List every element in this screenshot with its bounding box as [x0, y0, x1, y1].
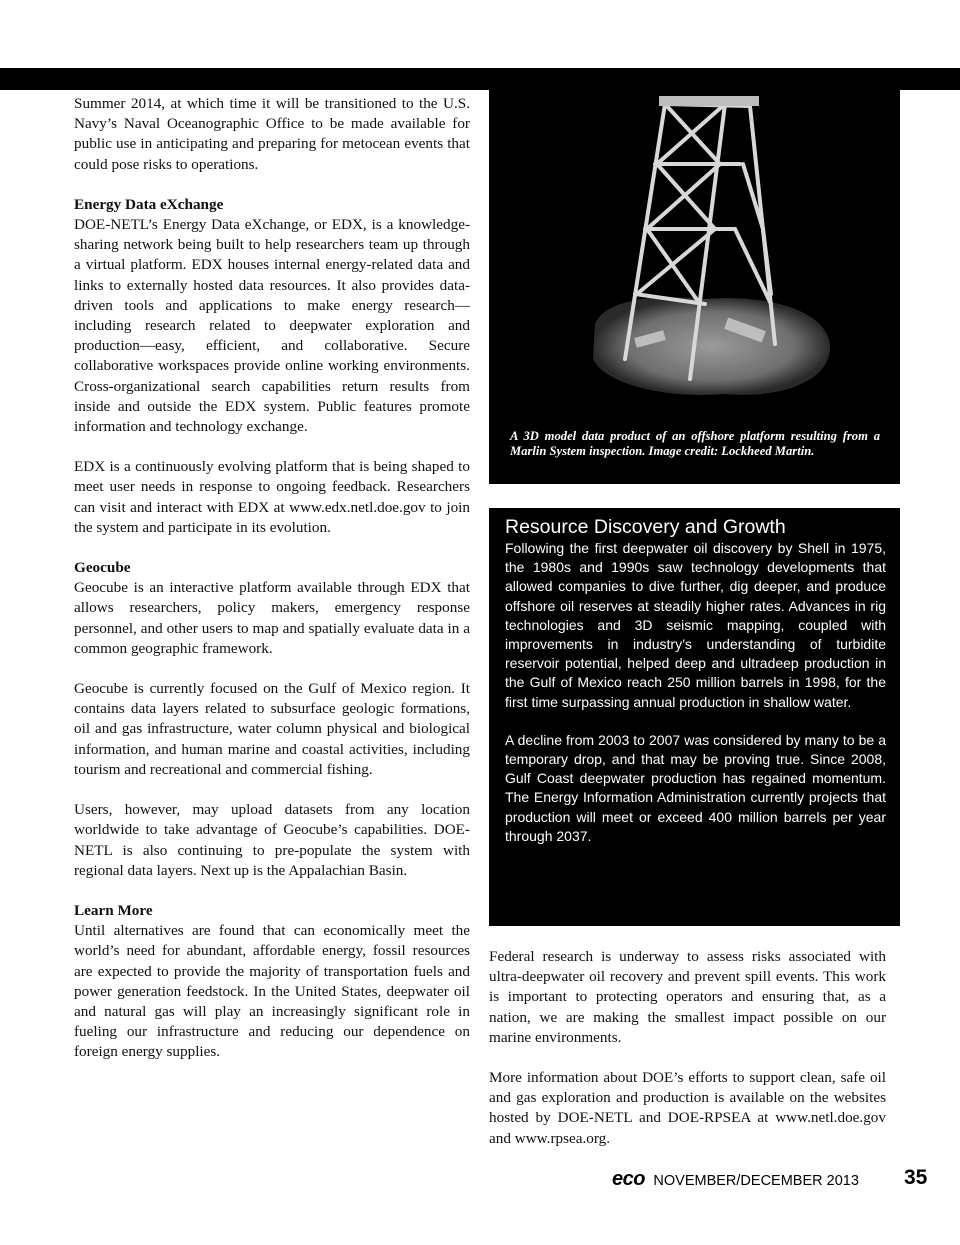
offshore-platform-3d-image: [575, 94, 835, 424]
left-column: [74, 94, 470, 1063]
right-paragraph-1: Federal research is underway to assess risks associated with ultra-deepwater oil recovery and prevent spill events. This work is important to protecting operators and ensuring that, as a nation, we are making the smallest impact possible on our marine environments.: [489, 948, 886, 1046]
geocube-paragraph-3: Users, however, may upload datasets from any location worldwide to take advantage of Geocube’s capabilities. DOE-NETL is also continuing to pre-populate the system with regional data layers. Next up is the Appalachian Basin.: [74, 801, 470, 879]
page-footer: [612, 1168, 859, 1192]
sidebar-title: Resource Discovery and Growth: [505, 516, 786, 538]
geocube-heading: Geocube: [74, 559, 131, 577]
learn-more-heading: Learn More: [74, 901, 153, 919]
page-number: 35: [904, 1166, 928, 1189]
right-column: [489, 947, 886, 1149]
platform-figure: [489, 86, 900, 484]
learn-more-paragraph: Until alternatives are found that can economically meet the world’s need for abundant, affordable energy, fossil resources are expected to provide the majority of transportation fuels and power generation feedstock. In the United States, deepwater oil and natural gas will play an increasingly significant role in fueling our infrastructure and reducing our dependence on foreign energy supplies.: [74, 922, 470, 1061]
edx-paragraph-1: DOE-NETL’s Energy Data eXchange, or EDX, is a knowledge-sharing network being built to help researchers team up through a virtual platform. EDX houses internal energy-related data and links to externally hosted data resources. It also provides data-driven tools and applications to make energy research—including research related to deepwater exploration and production—easy, efficient, and collaborative. Secure collaborative workspaces provide online working environments. Cross-organizational search capabilities return results from inside and outside the EDX system. Public features promote information and technology exchange.: [74, 216, 470, 436]
figure-caption: A 3D model data product of an offshore platform resulting from a Marlin System inspection. Image credit: Lockheed Martin.: [510, 429, 880, 458]
sidebar-paragraph-1: Following the first deepwater oil discovery by Shell in 1975, the 1980s and 1990s saw technology developments that allowed companies to dive further, dig deeper, and produce offshore oil reserves at steadily higher rates. Advances in rig technologies and 3D seismic mapping, coupled with improvements in industry’s understanding of turbidite reservoir potential, helped deep and ultradeep production in the Gulf of Mexico reach 250 million barrels in 1998, for the first time surpassing annual production in shallow water.: [505, 540, 886, 710]
issue-date: NOVEMBER/DECEMBER 2013: [653, 1173, 859, 1189]
sidebar-box: [489, 508, 900, 926]
right-paragraph-2: More information about DOE’s efforts to support clean, safe oil and gas exploration and production is available on the websites hosted by DOE-NETL and DOE-RPSEA at www.netl.doe.gov and www.rpsea.org.: [489, 1069, 886, 1147]
geocube-paragraph-2: Geocube is currently focused on the Gulf of Mexico region. It contains data layers related to subsurface geologic formations, oil and gas infrastructure, water column physical and biological information, and human marine and coastal activities, including tourism and recreational and commercial fishing.: [74, 680, 470, 778]
edx-paragraph-2: EDX is a continuously evolving platform that is being shaped to meet user needs in response to ongoing feedback. Researchers can visit and interact with EDX at www.edx.netl.doe.gov to join the system and participate in its evolution.: [74, 458, 470, 536]
geocube-paragraph-1: Geocube is an interactive platform available through EDX that allows researchers, policy makers, emergency response personnel, and other users to map and spatially evaluate data in a common geographic framework.: [74, 579, 470, 657]
edx-heading: Energy Data eXchange: [74, 195, 224, 213]
intro-paragraph: Summer 2014, at which time it will be transitioned to the U.S. Navy’s Naval Oceanographic Office to be made available for public use in anticipating and preparing for metocean events that could pose risks to operations.: [74, 95, 470, 173]
sidebar-paragraph-2: A decline from 2003 to 2007 was considered by many to be a temporary drop, and that may be proving true. Since 2008, Gulf Coast deepwater production has regained momentum. The Energy Information Administration currently projects that production will meet or exceed 400 million barrels per year through 2037.: [505, 731, 886, 844]
magazine-logo: eco: [612, 1168, 645, 1190]
